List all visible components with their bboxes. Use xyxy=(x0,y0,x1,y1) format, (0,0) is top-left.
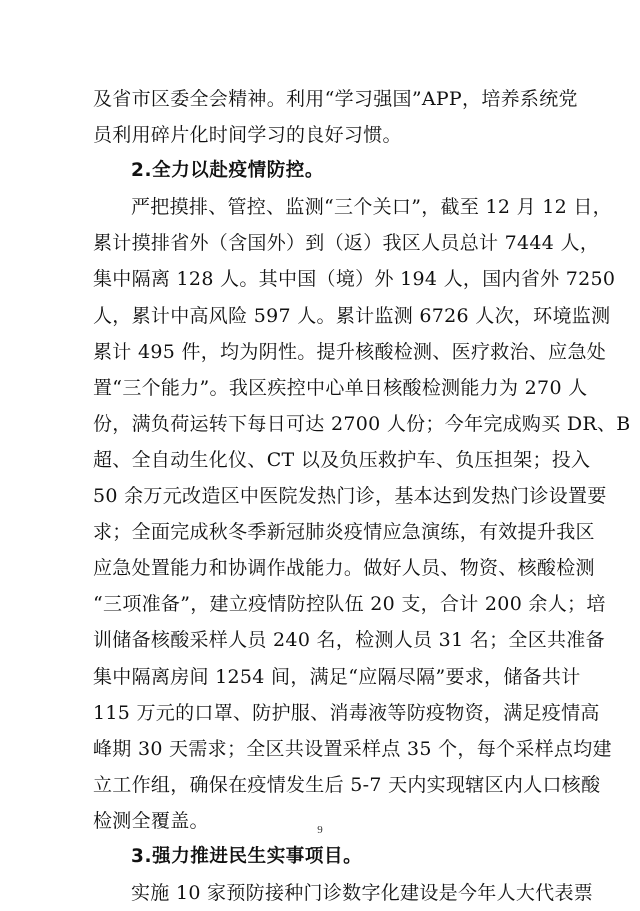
paragraph-line: 置“三个能力”。我区疾控中心单日核酸检测能力为 270 人 xyxy=(93,376,588,399)
paragraph-line: 份，满负荷运转下每日可达 2700 人份；今年完成购买 DR、B xyxy=(93,412,631,435)
paragraph-line: 集中隔离房间 1254 间，满足“应隔尽隔”要求，储备共计 xyxy=(93,665,581,688)
paragraph-line: 115 万元的口罩、防护服、消毒液等防疫物资，满足疫情高 xyxy=(93,701,600,724)
paragraph-line: 超、全自动生化仪、CT 以及负压救护车、负压担架；投入 xyxy=(93,448,591,471)
paragraph-line: 严把摸排、管控、监测“三个关口”，截至 12 月 12 日， xyxy=(131,196,612,219)
paragraph-line: 累计摸排省外（含国外）到（返）我区人员总计 7444 人， xyxy=(93,232,600,255)
paragraph-line: 50 余万元改造区中医院发热门诊，基本达到发热门诊设置要 xyxy=(93,485,607,508)
paragraph-line: 立工作组，确保在疫情发生后 5-7 天内实现辖区内人口核酸 xyxy=(93,773,601,796)
body-text xyxy=(93,81,631,911)
paragraph-line: 集中隔离 128 人。其中国（境）外 194 人，国内省外 7250 xyxy=(93,268,616,291)
paragraph-line: 实施 10 家预防接种门诊数字化建设是今年人大代表票 xyxy=(131,882,594,905)
page-number: 9 xyxy=(317,824,323,836)
paragraph-line: 训储备核酸采样人员 240 名，检测人员 31 名；全区共准备 xyxy=(93,629,605,652)
paragraph-line: 检测全覆盖。 xyxy=(93,809,209,832)
paragraph-line: 峰期 30 天需求；全区共设置采样点 35 个，每个采样点均建 xyxy=(93,737,612,760)
paragraph-line: 员利用碎片化时间学习的良好习惯。 xyxy=(93,124,402,147)
paragraph-line: 及省市区委全会精神。利用“学习强国”APP，培养系统党 xyxy=(93,88,578,110)
section-heading: 2.全力以赴疫情防控。 xyxy=(131,160,325,182)
paragraph-line: 累计 495 件，均为阴性。提升核酸检测、医疗救治、应急处 xyxy=(93,340,607,363)
paragraph-line: “三项准备”，建立疫情防控队伍 20 支，合计 200 余人；培 xyxy=(93,593,606,616)
paragraph-line: 求；全面完成秋冬季新冠肺炎疫情应急演练，有效提升我区 xyxy=(93,521,595,544)
paragraph-line: 应急处置能力和协调作战能力。做好人员、物资、核酸检测 xyxy=(93,557,595,580)
section-heading: 3.强力推进民生实事项目。 xyxy=(131,845,363,867)
paragraph-line: 人，累计中高风险 597 人。累计监测 6726 人次，环境监测 xyxy=(93,304,611,327)
